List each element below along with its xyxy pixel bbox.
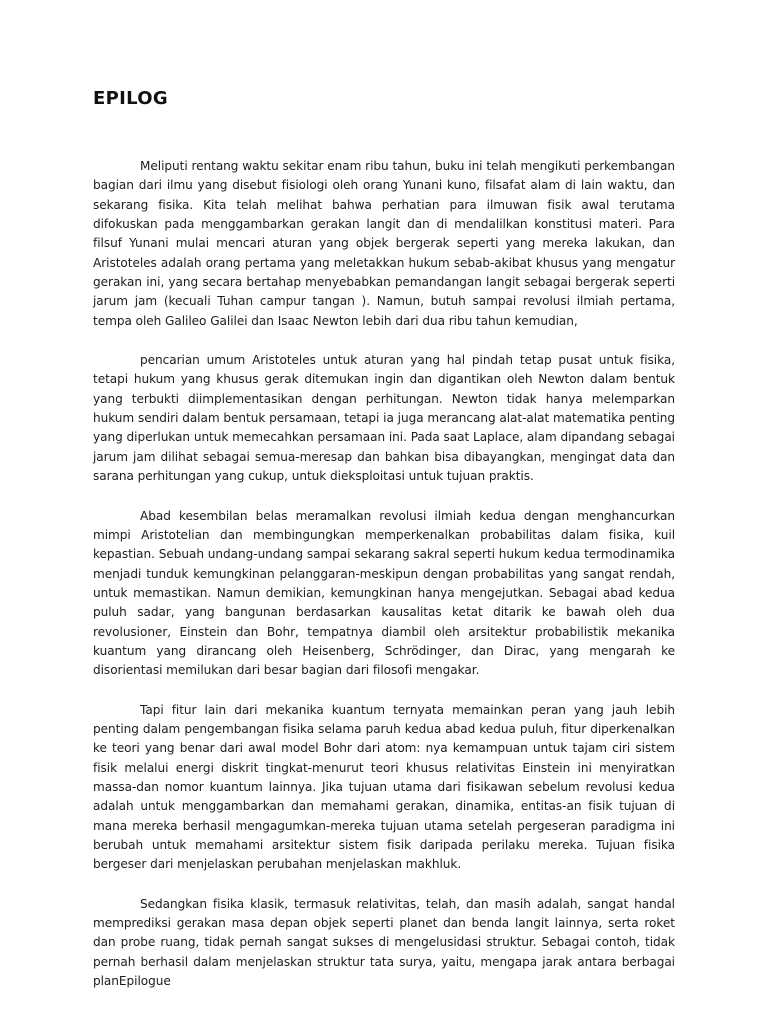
paragraph-4: Tapi fitur lain dari mekanika kuantum ternyata memainkan peran yang jauh lebih penting dalam pengembangan fisika selama paruh kedua abad kedua puluh, fitur diperkenalkan ke teori yang benar dari awal model Bohr dari atom: nya kemampuan untuk tajam ciri sistem fisik melalui energi diskrit tingkat-menurut teori khusus relativitas Einstein ini menyiratkan massa-dan nomor kuantum lainnya. Jika tujuan utama dari fisikawan sebelum revolusi kedua adalah untuk menggambarkan dan memahami gerakan, dinamika, entitas-an fisik tujuan di mana mereka berhasil mengagumkan-mereka tujuan utama setelah pergeseran paradigma ini berubah untuk memahami arsitektur sistem fisik daripada perilaku mereka. Tujuan fisika bergeser dari menjelaskan perubahan menjelaskan makhluk. xyxy=(93,702,675,872)
paragraph-5: Sedangkan fisika klasik, termasuk relativitas, telah, dan masih adalah, sangat handal memprediksi gerakan masa depan objek seperti planet dan benda langit lainnya, serta roket dan probe ruang, tidak pernah sangat sukses di mengelusidasi struktur. Sebagai contoh, tidak pernah berhasil dalam menjelaskan struktur tata surya, yaitu, mengapa jarak antara berbagai planEpilogue xyxy=(93,896,675,989)
paragraph-2: pencarian umum Aristoteles untuk aturan yang hal pindah tetap pusat untuk fisika, tetapi hukum yang khusus gerak ditemukan ingin dan digantikan oleh Newton dalam bentuk yang terbukti diimplementasikan dengan perhitungan. Newton tidak hanya melemparkan hukum sendiri dalam bentuk persamaan, tetapi ia juga merancang alat-alat matematika penting yang diperlukan untuk memecahkan persamaan ini. Pada saat Laplace, alam dipandang sebagai jarum jam dilihat sebagai semua-meresap dan bahkan bisa dibayangkan, mengingat data dan sarana perhitungan yang cukup, untuk dieksploitasi untuk tujuan praktis. xyxy=(93,353,675,484)
page-title: EPILOG xyxy=(93,88,168,109)
paragraph-3: Abad kesembilan belas meramalkan revolusi ilmiah kedua dengan menghancurkan mimpi Aristotelian dan membingungkan memperkenalkan probabilitas dalam fisika, kuil kepastian. Sebuah undang-undang sampai sekarang sakral seperti hukum kedua termodinamika menjadi tunduk kemungkinan pelanggaran-meskipun dengan probabilitas yang sangat rendah, untuk memastikan. Namun demikian, kemungkinan hanya mengejutkan. Sebagai abad kedua puluh sadar, yang bangunan berdasarkan kausalitas ketat ditarik ke bawah oleh dua revolusioner, Einstein dan Bohr, tempatnya diambil oleh arsitektur probabilistik mekanika kuantum yang dirancang oleh Heisenberg, Schrödinger, dan Dirac, yang mengarah ke disorientasi memilukan dari besar bagian dari filosofi mengakar. xyxy=(93,508,675,678)
paragraph-1: Meliputi rentang waktu sekitar enam ribu tahun, buku ini telah mengikuti perkembangan bagian dari ilmu yang disebut fisiologi oleh orang Yunani kuno, filsafat alam di lain waktu, dan sekarang fisika. Kita telah melihat bahwa perhatian para ilmuwan fisik awal terutama difokuskan pada menggambarkan gerakan langit dan di mendalilkan konstitusi materi. Para filsuf Yunani mulai mencari aturan yang objek bergerak seperti yang mereka lakukan, dan Aristoteles adalah orang pertama yang meletakkan hukum sebab-akibat khusus yang mengatur gerakan ini, yang secara bertahap menyebabkan pemandangan langit sebagai bergerak seperti jarum jam (kecuali Tuhan campur tangan ). Namun, butuh sampai revolusi ilmiah pertama, tempa oleh Galileo Galilei dan Isaac Newton lebih dari dua ribu tahun kemudian, xyxy=(93,159,675,328)
body-text xyxy=(93,157,675,1011)
